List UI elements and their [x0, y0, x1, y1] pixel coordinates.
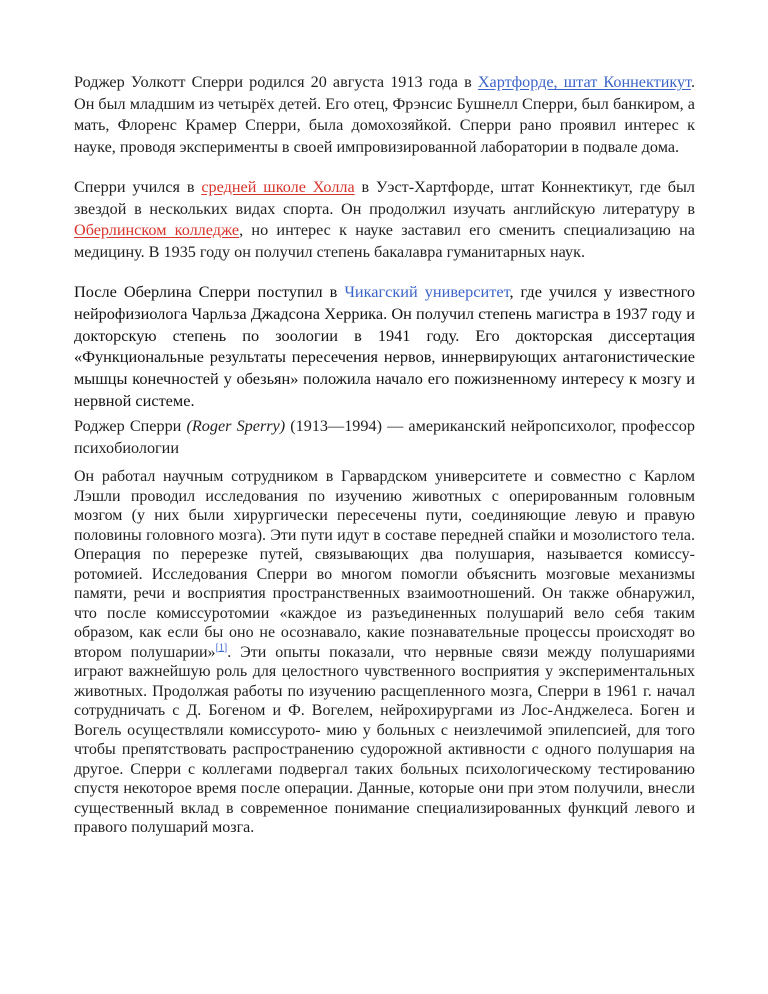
paragraph-text: Роджер Сперри — [74, 417, 187, 435]
paragraph-text: Он работал научным сотрудником в Гарвардском университете и совместно с Карлом Лэшли проводил исследования по изучению животных с оперированным головным мозгом (у них были хирургически пересечены пути, соединяющие левую и правую половины головного мозга). Эти пути идут в составе передней спайки и мозолистого тела. Операция по перерезке путей, связывающих два полушария, называется комиссу- ротомией. Исследования Сперри во многом помогли объяснить мозговые механизмы памяти, речи и восприятия пространственных взаимоотношений. Он также обнаружил, что после комиссуротомии «каждое из разъединенных полушарий вело себя таким образом, как если бы оно не осознавало, какие познавательные процессы происходят во втором полушарии» — [74, 468, 695, 661]
paragraph-text: Сперри учился в — [74, 178, 202, 196]
paragraph-chicago — [74, 281, 695, 412]
paragraph-education — [74, 177, 695, 263]
link-hartford[interactable]: Хартфорде, штат Коннектикут — [477, 73, 691, 91]
paragraph-birth — [74, 72, 695, 158]
english-name: (Roger Sperry) — [186, 417, 286, 435]
footnote-reference[interactable]: [1] — [215, 642, 228, 654]
paragraph-text: . Он был младшим из четырёх детей. Его отец, Фрэнсис Бушнелл Сперри, был банкиром, а мать, Флоренс Крамер Сперри, была домохозяйкой. Сперри рано проявил интерес к науке, проводя эксперименты в своей импровизированной лаборатории в подвале дома. — [74, 73, 696, 156]
link-chicago-university[interactable]: Чикагский университет — [344, 282, 510, 301]
link-oberlin-college[interactable]: Оберлинском колледже — [74, 221, 240, 239]
paragraph-text: Роджер Уолкотт Сперри родился 20 августа 1913 года в — [74, 73, 478, 91]
paragraph-text: , где учился у известного нейрофизиолога Чарльза Джадсона Херрика. Он получил степень магистра в 1937 году и докторскую степень по зоологии в 1941 году. Его докторская диссертация «Функциональные результаты пересечения нервов, иннервирующих антагонистические мышцы конечностей у обезьян» положила начало его пожизненному интересу к мозгу и нервной системе. — [74, 282, 695, 410]
paragraph-text: . Эти опыты показали, что нервные связи между полушариями играют важнейшую роль для целостного чувственного восприятия у экспериментальных животных. Продолжая работы по изучению расщепленного мозга, Сперри в 1961 г. начал сотрудничать с Д. Богеном и Ф. Вогелем, нейрохирургами из Лос-Анджелеса. Боген и Вогель осуществляли комиссурото- мию у больных с неизлечимой эпилепсией, для того чтобы препятствовать распространению судорожной активности с одного полушария на другое. Сперри с коллегами подвергал таких больных психологическому тестированию спустя некоторое время после операции. Данные, которые они при этом получили, внесли существенный вклад в современное понимание специализированных функций левого и правого полушарий мозга. — [74, 643, 695, 836]
paragraph-text: , но интерес к науке заставил его сменить специализацию на медицину. В 1935 году он получил степень бакалавра гуманитарных наук. — [74, 221, 695, 261]
paragraph-text: (1913—1994) — американский нейропсихолог, профессор психобиологии — [74, 417, 695, 457]
paragraph-research — [74, 467, 695, 838]
link-hall-high-school[interactable]: средней школе Холла — [201, 178, 355, 196]
paragraph-text: в Уэст-Хартфорде, штат Коннектикут, где был звездой в нескольких видах спорта. Он продолжил изучать английскую литературу в — [74, 178, 695, 218]
paragraph-intro — [74, 416, 695, 459]
paragraph-text: После Оберлина Сперри поступил в — [74, 282, 345, 301]
